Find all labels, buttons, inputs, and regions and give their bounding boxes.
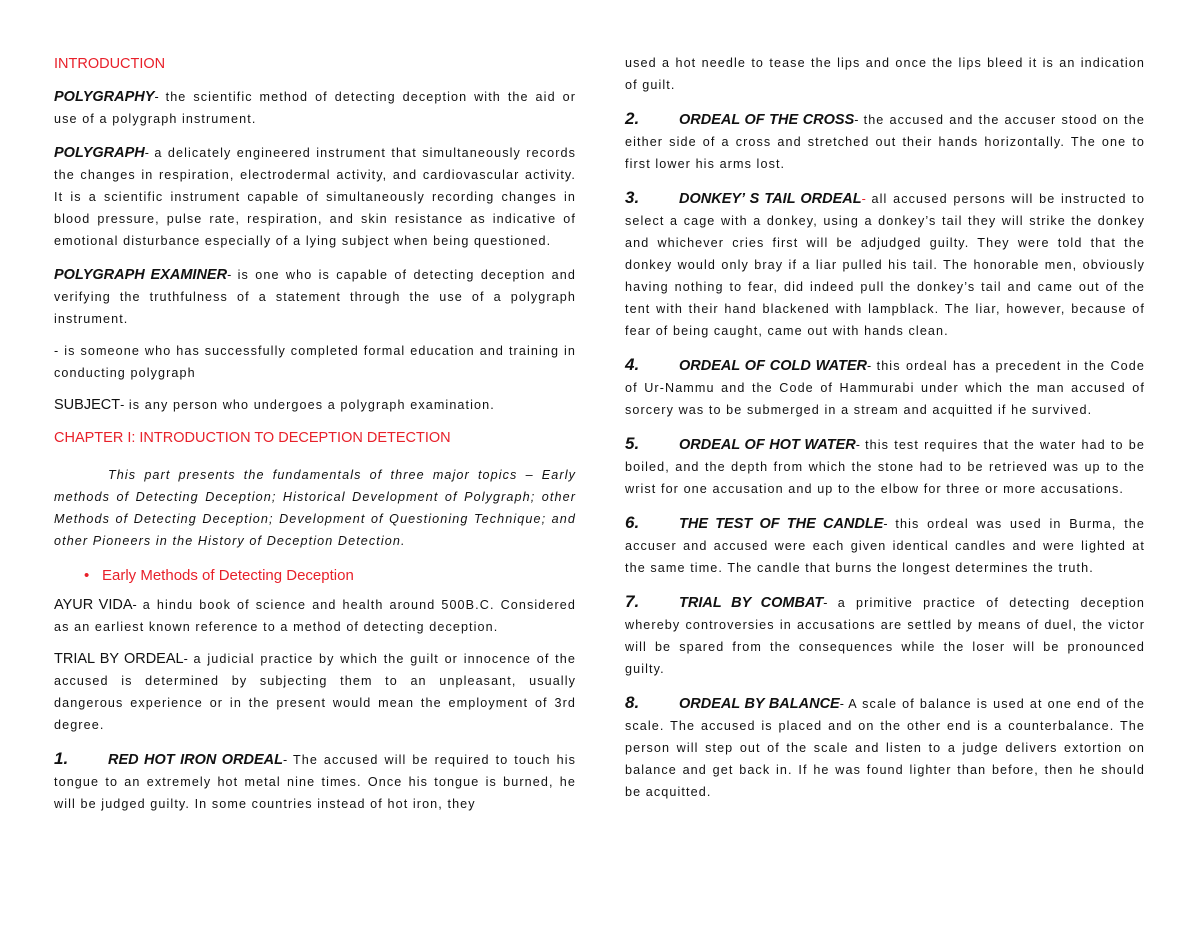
item-term: ORDEAL OF HOT WATER (679, 437, 856, 453)
item-term: THE TEST OF THE CANDLE (679, 516, 884, 532)
item-number: 4. (625, 355, 640, 374)
item-term: TRIAL BY COMBAT (679, 595, 824, 611)
item-term: ORDEAL OF COLD WATER (679, 358, 867, 374)
item-number: 2. (625, 109, 640, 128)
ordeal-item-5: 5. ORDEAL OF HOT WATER- this test requires that the water had to be boiled, and the depth from which the stone had to be retrieved was up to the wrist for one accusation and up to the elbow for three or more accusations. (625, 434, 1145, 496)
examiner-definition: POLYGRAPH EXAMINER- is one who is capable of detecting deception and verifying the truthfulness of a statement through the use of a polygraph instrument. (54, 267, 576, 326)
polygraphy-term: POLYGRAPHY (54, 89, 155, 105)
ordeal-item-1-continued: used a hot needle to tease the lips and once the lips bleed it is an indication of guilt. (625, 56, 1145, 92)
trial-by-ordeal-term: TRIAL BY ORDEAL (54, 651, 184, 667)
item-number: 3. (625, 188, 640, 207)
subject-definition: SUBJECT- is any person who undergoes a polygraph examination. (54, 397, 495, 413)
trial-by-ordeal-definition: TRIAL BY ORDEAL- a judicial practice by which the guilt or innocence of the accused is determined by subjecting them to an unpleasant, usually dangerous experience or in the present would mean the employment of 3rd degree. (54, 651, 576, 732)
subject-term: SUBJECT (54, 397, 121, 413)
chapter-intro: This part presents the fundamentals of three major topics – Early methods of Detecting Deception; Historical Development of Polygraph; other Methods of Detecting Deception; Development of Questioning Technique; and other Pioneers in the History of Deception Detection. (54, 468, 576, 548)
ayur-vida-definition: AYUR VIDA- a hindu book of science and health around 500B.C. Considered as an earliest known reference to a method of detecting deception. (54, 597, 576, 634)
ordeal-item-4: 4. ORDEAL OF COLD WATER- this ordeal has a precedent in the Code of Ur-Nammu and the Code of Hammurabi under which the man accused of sorcery was to be submerged in a stream and acquitted if he survived. (625, 355, 1145, 417)
ordeal-item-2: 2. ORDEAL OF THE CROSS- the accused and the accuser stood on the either side of a cross and stretched out their hands horizontally. The one to first lower his arms lost. (625, 109, 1145, 171)
ordeal-item-8: 8. ORDEAL BY BALANCE- A scale of balance is used at one end of the scale. The accused is placed and on the other end is a counterbalance. The person will step out of the scale and listen to a judge delivers extortion on balance and get back in. If he was found lighter than before, then he should be acquitted. (625, 693, 1145, 799)
right-column (625, 52, 1145, 803)
ordeal-item-3: 3. DONKEY’ S TAIL ORDEAL- all accused persons will be instructed to select a cage with a donkey, using a donkey’s tail they will strike the donkey and whichever cries first will be adjudged guilty. They were told that the donkey would only bray if a liar pulled his tail. The honorable men, obviously having nothing to fear, did indeed pull the donkey’s tail and came out of the tent with their hand blackened with lampblack. The liar, however, because of fear of being caught, came out with hands clean. (625, 188, 1145, 338)
left-column (54, 52, 576, 815)
item-number: 6. (625, 513, 640, 532)
polygraphy-definition: POLYGRAPHY- the scientific method of detecting deception with the aid or use of a polygraph instrument. (54, 89, 576, 126)
ordeal-item-7: 7. TRIAL BY COMBAT- a primitive practice of detecting deception whereby controversies in accusations are settled by means of duel, the victor will be spared from the consequences while the loser will be pronounced guilty. (625, 592, 1145, 676)
item-term: DONKEY’ S TAIL ORDEAL (679, 191, 862, 207)
item-number: 7. (625, 592, 640, 611)
examiner-term: POLYGRAPH EXAMINER (54, 267, 228, 283)
ordeal-item-6: 6. THE TEST OF THE CANDLE- this ordeal was used in Burma, the accuser and accused were each given identical candles and were lighted at the same time. The candle that burns the longest determines the truth. (625, 513, 1146, 575)
polygraph-definition: POLYGRAPH- a delicately engineered instrument that simultaneously records the changes in respiration, electrodermal activity, and cardiovascular activity. It is a scientific instrument capable of simultaneously recording changes in blood pressure, pulse rate, respiration, and skin resistance as indicative of emotional disturbance especially of a lying subject when being questioned. (54, 145, 576, 248)
ayur-vida-term: AYUR VIDA (54, 597, 133, 613)
chapter-heading: CHAPTER I: INTRODUCTION TO DECEPTION DETECTION (54, 430, 451, 446)
polygraph-term: POLYGRAPH (54, 145, 145, 161)
bullet-early-methods: • Early Methods of Detecting Deception (84, 564, 576, 588)
examiner-definition-2: - is someone who has successfully completed formal education and training in conducting polygraph (54, 344, 576, 380)
item-term: RED HOT IRON ORDEAL (108, 752, 283, 768)
item-number: 1. (54, 749, 69, 768)
introduction-heading: INTRODUCTION (54, 56, 166, 72)
item-term: ORDEAL BY BALANCE (679, 696, 840, 712)
bullet-icon: • (84, 567, 90, 584)
item-number: 8. (625, 693, 640, 712)
item-term: ORDEAL OF THE CROSS (679, 112, 855, 128)
ordeal-item-1: 1. RED HOT IRON ORDEAL- The accused will be required to touch his tongue to an extremely hot metal nine times. Once his tongue is burned, he will be judged guilty. In some countries instead of hot iron, they (54, 749, 577, 811)
item-number: 5. (625, 434, 640, 453)
